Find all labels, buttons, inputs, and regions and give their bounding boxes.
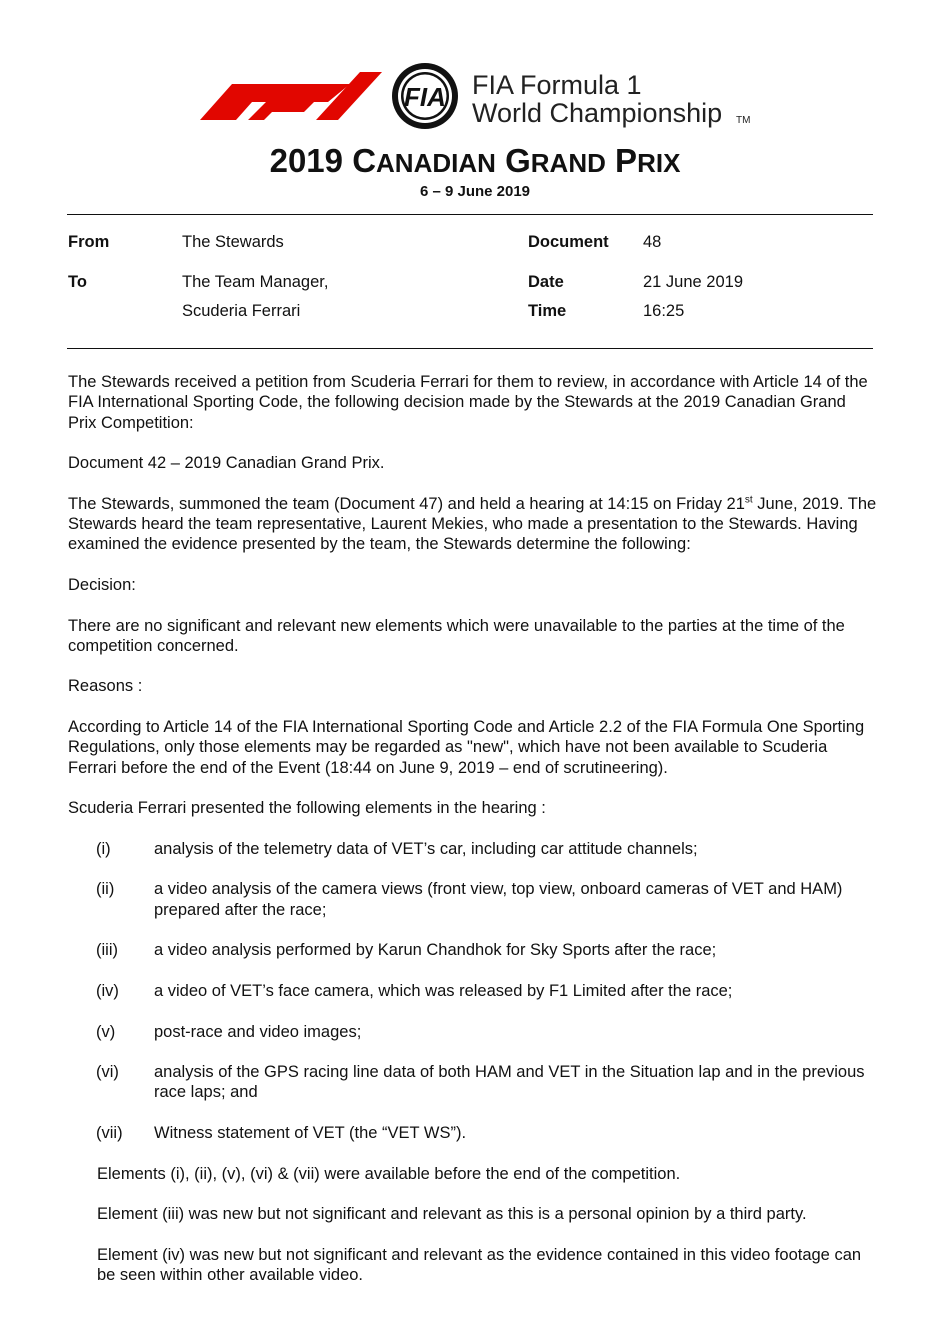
divider-top [67, 214, 873, 215]
list-item: (vi) analysis of the GPS racing line data of both HAM and VET in the Situation lap and in the previous race laps; and [96, 1063, 865, 1102]
time-value: 16:25 [643, 302, 685, 320]
paragraph-reasons: According to Article 14 of the FIA International Sporting Code and Article 2.2 of the FIA Formula One Sporting Regulations, only those elements may be regarded as "new", which have not been available to Scuderia Ferrari before the end of the Event (18:44 on June 9, 2019 – end of scrutineering). [68, 718, 865, 777]
list-item: (vii) Witness statement of VET (the “VET WS”). [96, 1123, 467, 1142]
divider-bottom [67, 348, 873, 349]
from-label: From [68, 233, 110, 251]
paragraph-reasons-heading: Reasons : [68, 677, 143, 696]
fia-badge-icon [392, 63, 458, 129]
event-dates: 6 – 9 June 2019 [419, 183, 531, 200]
date-label: Date [528, 273, 564, 291]
document-label: Document [528, 233, 609, 251]
document-value: 48 [643, 233, 662, 251]
paragraph-elements-available: Elements (i), (ii), (v), (vi) & (vii) were available before the end of the competition. [97, 1164, 681, 1183]
from-value: The Stewards [182, 233, 284, 251]
time-label: Time [528, 302, 567, 320]
logo-text-line1: FIA Formula 1 [472, 70, 642, 100]
page-title: 2019 CANADIAN GRAND PRIX [269, 142, 681, 179]
paragraph-element-iii: Element (iii) was new but not significant and relevant as this is a personal opinion by a third party. [97, 1205, 807, 1224]
list-item: (ii) a video analysis of the camera views (front view, top view, onboard cameras of VET and HAM) prepared after the race; [96, 880, 843, 919]
list-item: (iii) a video analysis performed by Karun Chandhok for Sky Sports after the race; [96, 941, 717, 960]
paragraph-decision: There are no significant and relevant new elements which were unavailable to the parties at the time of the competition concerned. [68, 616, 845, 655]
logo-text-line2: World Championship [472, 98, 723, 128]
to-value-line1: The Team Manager, [182, 273, 329, 291]
paragraph-elements-intro: Scuderia Ferrari presented the following elements in the hearing : [68, 799, 546, 818]
paragraph-document-ref: Document 42 – 2019 Canadian Grand Prix. [68, 454, 385, 473]
f1-mark-icon [200, 72, 382, 120]
logo-tm: TM [736, 115, 751, 126]
to-label: To [68, 273, 87, 291]
date-value: 21 June 2019 [643, 273, 744, 291]
list-item: (v) post-race and video images; [96, 1022, 362, 1041]
list-item: (iv) a video of VET’s face camera, which was released by F1 Limited after the race; [96, 981, 733, 1000]
paragraph-element-iv: Element (iv) was new but not significant and relevant as the evidence contained in this video footage can be seen within other available video. [97, 1245, 862, 1285]
fia-badge-text: FIA [404, 82, 446, 112]
paragraph-hearing: The Stewards, summoned the team (Document 47) and held a hearing at 14:15 on Friday 21st June, 2019. The Stewards heard the team representative, Laurent Mekies, who made a presentation to the Stewards. Having examined the evidence presented by the team, the Stewards determine the following: [68, 494, 877, 554]
document-body [68, 372, 878, 1306]
f1-fia-logo [200, 62, 760, 132]
list-item: (i) analysis of the telemetry data of VET’s car, including car attitude channels; [96, 839, 698, 858]
paragraph-decision-heading: Decision: [68, 575, 136, 594]
to-value-line2: Scuderia Ferrari [182, 302, 301, 320]
paragraph-petition: The Stewards received a petition from Scuderia Ferrari for them to review, in accordance with Article 14 of the FIA International Sporting Code, the following decision made by the Stewards at the 2019 Canadian Grand Prix Competition: [68, 373, 868, 432]
